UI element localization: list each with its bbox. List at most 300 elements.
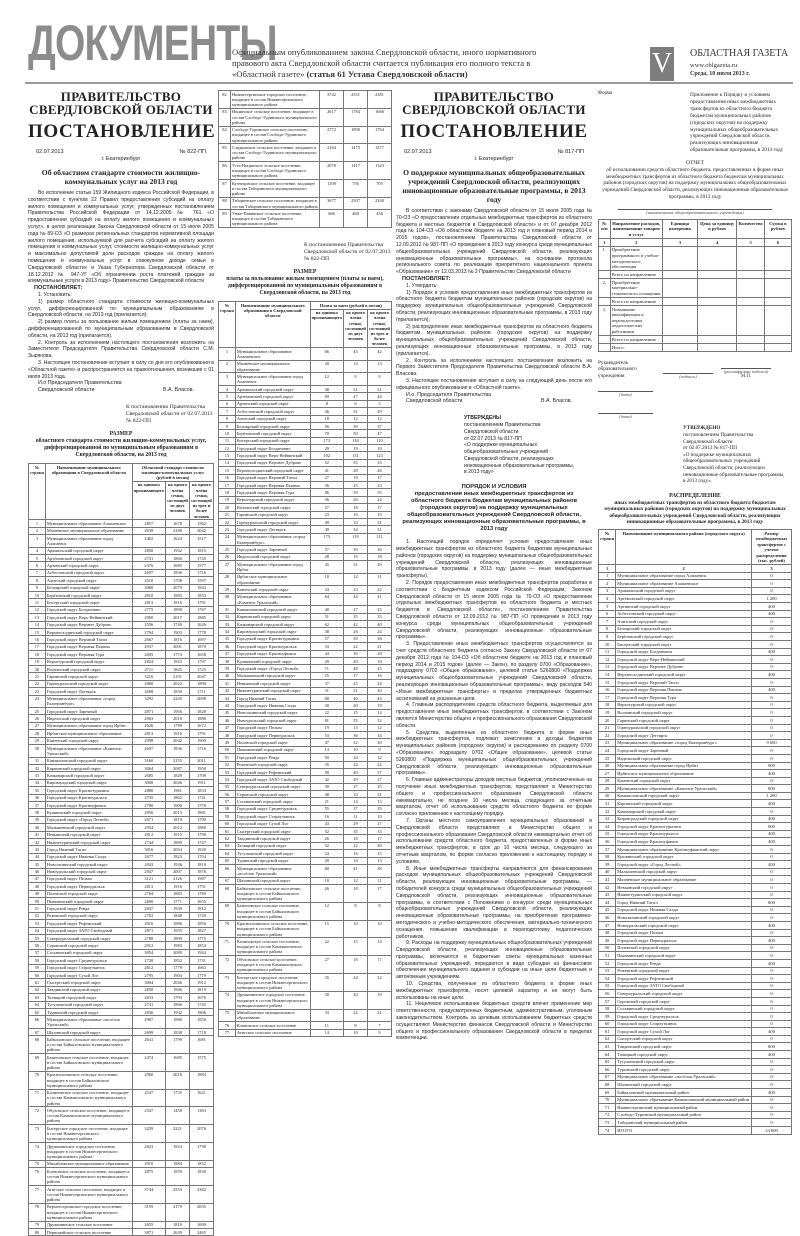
table-row — [29, 577, 214, 584]
row-value: 2382 — [190, 1186, 214, 1204]
row-value: 1815 — [190, 547, 214, 554]
row-value: 1876 — [190, 868, 214, 875]
row-name: Городской округ Рефтинский — [235, 768, 310, 775]
table-row — [219, 393, 392, 400]
row-name: Муниципальное образование «посёлок Уральский» — [45, 1016, 132, 1029]
row-number: 52 — [219, 761, 236, 768]
row-value: 1890 — [344, 126, 368, 144]
row-name: Калиновское сельское поселение, входящее в состав Камышловского муниципального района — [235, 938, 310, 956]
row-value: 48 — [344, 665, 368, 672]
row-name: Невьянский городской округ — [616, 884, 752, 892]
row-value: 2956 — [132, 809, 165, 816]
row-value: 1836 — [166, 569, 190, 576]
row-value: 1775 — [190, 935, 214, 942]
row-value: 2633 — [132, 994, 165, 1001]
row-name: Сысертский городской округ — [235, 828, 310, 835]
row-value: 2836 — [132, 1008, 165, 1015]
table-row — [219, 586, 392, 593]
report-table — [598, 219, 792, 352]
table-row — [29, 949, 214, 956]
row-name: Городской округ Верхний Тагил — [616, 678, 752, 686]
row-number: 39 — [219, 665, 236, 672]
row-value: 2507 — [344, 197, 368, 210]
row-value: 22 — [368, 973, 392, 991]
table-row — [599, 800, 792, 808]
table-row — [599, 815, 792, 823]
row-number: 50 — [29, 898, 46, 905]
table-row — [599, 1073, 792, 1081]
row-number: 6 — [219, 400, 236, 407]
row-name: Слободо-Туринское сельское поселение, входящее в состав Слободо-Туринского муниципального района — [231, 126, 320, 144]
row-number: 54 — [599, 975, 616, 983]
approval-label: УТВЕРЖДЕНЫ — [464, 415, 501, 422]
row-value: 15 — [368, 850, 392, 857]
row-value: 19 — [344, 553, 368, 560]
row-value: 30 — [344, 650, 368, 657]
row-number: 84 — [219, 126, 231, 144]
table-row — [29, 715, 214, 722]
row-name: Муниципальное образование «город Екатеринбург» — [235, 533, 310, 546]
row-name: Ивдельский городской округ — [45, 715, 132, 722]
row-number: 67 — [219, 877, 236, 884]
row-name: Каменский городской округ — [616, 777, 752, 785]
row-value: 0 — [752, 641, 792, 649]
table-row — [599, 298, 792, 306]
row-name: Всего по направлению — [610, 336, 662, 344]
row-name: Городской округ Пелым — [45, 875, 132, 882]
table-row — [219, 842, 392, 849]
row-name: Каменский городской округ — [45, 737, 132, 744]
row-value: 0 — [752, 716, 792, 724]
row-number: 26 — [599, 762, 616, 770]
empty-cell — [764, 271, 791, 279]
row-name: Волчанский городской округ — [616, 709, 752, 717]
table-row — [219, 489, 392, 496]
row-value: 0 — [752, 884, 792, 892]
distribution-subtitle: иных межбюджетных трансфертов из областного бюджета бюджетам муниципальных районов (городских округов) на поддержку муниципальных общеобразовательных учреждений Свердловской области, реализующих инновационные образовательные программы, в 2013 году — [604, 499, 786, 526]
row-value: 0 — [752, 1058, 792, 1066]
row-value: 1774 — [166, 651, 190, 658]
decree-body — [28, 190, 214, 380]
table-row — [599, 921, 792, 929]
row-number: 47 — [219, 724, 236, 731]
row-value: 1830 — [190, 1168, 214, 1186]
table-row — [599, 1005, 792, 1013]
table-row — [219, 672, 392, 679]
table-row — [599, 1058, 792, 1066]
housing-standard-table-continued — [218, 90, 392, 228]
row-value: 2937 — [132, 643, 165, 650]
col-number: 2 — [610, 239, 662, 247]
row-value: 17 — [368, 835, 392, 842]
row-value: 400 — [752, 959, 792, 967]
row-value: 16 — [310, 813, 343, 820]
paragraph: 1. Настоящий порядок определяет условия предоставления иных межбюджетных трансфертов из областного бюджета бюджетам муниципальных районов (городских округов) на поддержку муниципальных общеобразовательных учреждений Свердловской области, реализующих инновационные образовательные программы, в 2013 году (далее — иные межбюджетные трансферты). — [396, 539, 592, 580]
row-name: Пышминский городской округ — [616, 952, 752, 960]
row-name: Городской округ Верхняя Пышма — [45, 643, 132, 650]
row-value: 1725 — [190, 665, 214, 672]
row-value: 0 — [752, 997, 792, 1005]
row-value: 1829 — [166, 772, 190, 779]
table-row — [219, 805, 392, 812]
row-value: 56 — [310, 422, 343, 429]
row-value: 1838 — [166, 1028, 190, 1035]
row-number: 1 — [219, 348, 236, 361]
row-value: 24 — [310, 850, 343, 857]
row-name: Карпинский городской округ — [616, 800, 752, 808]
row-value: 800 — [752, 899, 792, 907]
table-row — [219, 754, 392, 761]
col-number: 5 — [737, 239, 764, 247]
row-value: 1904 — [166, 971, 190, 978]
table-row — [29, 1203, 214, 1221]
row-name: Городской округ ЗАТО Свободный — [45, 927, 132, 934]
row-value: 800 — [752, 762, 792, 770]
row-name: Муниципальное образование Камышловский муниципальный район — [616, 1096, 752, 1104]
section-title: ДОКУМЕНТЫ — [28, 15, 277, 71]
table-row — [29, 1036, 214, 1054]
row-value: 42 — [368, 348, 392, 361]
row-value: 2022 — [166, 680, 190, 687]
row-value: 41 — [368, 593, 392, 606]
page-logo-icon: V — [651, 48, 673, 79]
row-value: 2963 — [132, 715, 165, 722]
row-value: 2012 — [166, 824, 190, 831]
row-name: Новоуральский городской округ — [235, 717, 310, 724]
row-value: 3000 — [132, 779, 165, 786]
row-name: Обуховское сельское поселение, входящее в состав Камышловского муниципального района — [45, 1107, 132, 1125]
empty-cell — [737, 246, 764, 271]
row-name: Гаринский городской округ — [45, 673, 132, 680]
row-value: 15 — [344, 709, 368, 716]
row-value: 2179 — [166, 1203, 190, 1221]
row-value: 2042 — [190, 527, 214, 534]
row-value: 20 — [310, 857, 343, 864]
row-value: 2076 — [190, 1125, 214, 1143]
row-number: 35 — [599, 830, 616, 838]
row-value: 1806 — [190, 1008, 214, 1015]
row-value: 2054 — [166, 846, 190, 853]
row-name: Городской округ Краснотурьинск — [616, 823, 752, 831]
row-value: 400 — [752, 648, 792, 656]
row-value: 2600 — [132, 898, 165, 905]
row-value: 1517 — [190, 535, 214, 548]
row-name: Городской округ «Город Лесной» — [45, 816, 132, 823]
row-value: 43 — [310, 820, 343, 827]
row-name: Асбестовский городской округ — [235, 408, 310, 415]
row-name: Гаринский городской округ — [616, 716, 752, 724]
row-number: 23 — [29, 688, 46, 695]
paragraph: 4. Главным распорядителем средств областного бюджета, выделяемых для предоставления иных межбюджетных трансфертов, в соответствии с Законом является Министерство общего и профессионального образования Свердловской области. — [396, 702, 592, 729]
row-value: 1827 — [190, 927, 214, 934]
table-row — [599, 1013, 792, 1021]
row-value: 9 — [368, 746, 392, 753]
row-value: 2221 — [166, 1125, 190, 1143]
row-value: 1987 — [190, 875, 214, 882]
table-row — [29, 1028, 214, 1035]
row-number: 25 — [29, 708, 46, 715]
row-number: 64 — [219, 850, 236, 857]
row-number: 24 — [599, 747, 616, 755]
row-name: Сысертский городской округ — [616, 1035, 752, 1043]
table-row — [599, 724, 792, 732]
row-value: 1791 — [190, 883, 214, 890]
row-number: 7 — [29, 569, 46, 576]
row-value: 60 — [310, 864, 343, 877]
row-name: Ирбитское муниципальное образование — [616, 770, 752, 778]
table-row — [29, 868, 214, 875]
row-number: 65 — [599, 1058, 616, 1066]
row-value: 30 — [310, 702, 343, 709]
row-name: Волчанский городской округ — [235, 504, 310, 511]
row-number: 5 — [219, 393, 236, 400]
row-number: 54 — [29, 927, 46, 934]
row-value: 27 — [344, 606, 368, 613]
row-value: 2098 — [190, 695, 214, 708]
signer-title: И.о. Председателя Правительства — [406, 391, 492, 398]
row-value: 3677 — [320, 197, 344, 210]
row-value: 2813 — [132, 730, 165, 737]
row-value: 2007 — [166, 868, 190, 875]
table-row — [29, 722, 214, 729]
table-row — [599, 967, 792, 975]
table-row — [29, 1143, 214, 1161]
row-value: 2617 — [320, 108, 344, 126]
table-row — [219, 643, 392, 650]
row-name: Ачитский городской округ — [45, 577, 132, 584]
table-row — [599, 641, 792, 649]
row-value: 1577 — [190, 562, 214, 569]
row-value: 17 — [368, 956, 392, 974]
row-value: 20 — [344, 991, 368, 1009]
row-number: 70 — [29, 1071, 46, 1089]
row-value: 26 — [310, 884, 343, 902]
table-row — [219, 687, 392, 694]
row-name: Бисертское городское поселение, входящее в состав Нижнесергинского муниципального района — [235, 973, 310, 991]
row-number: 38 — [599, 853, 616, 861]
table-row — [29, 745, 214, 758]
empty-cell — [764, 246, 791, 271]
row-name: Кушвинский городской округ — [235, 658, 310, 665]
row-value: 3054 — [132, 949, 165, 956]
row-value: 0 — [752, 929, 792, 937]
row-value: 1852 — [166, 957, 190, 964]
table-row — [599, 1089, 792, 1097]
row-value: 1915 — [166, 831, 190, 838]
row-value: 1833 — [190, 787, 214, 794]
table-row — [29, 730, 214, 737]
row-value: 686 — [320, 210, 344, 228]
row-name: Городской округ Дегтярск — [235, 526, 310, 533]
row-number: 18 — [29, 651, 46, 658]
row-number: 42 — [599, 884, 616, 892]
row-value: 2476 — [132, 562, 165, 569]
row-value: 14 — [368, 709, 392, 716]
row-value: 0 — [752, 1073, 792, 1081]
row-value: 2011 — [190, 757, 214, 764]
row-name: Городской округ Красноуфимск — [616, 838, 752, 846]
row-number: 58 — [599, 1005, 616, 1013]
table-row — [219, 702, 392, 709]
distribution-table — [598, 529, 792, 1134]
table-row — [219, 761, 392, 768]
row-value: 2764 — [132, 890, 165, 897]
paragraph: ПОСТАНОВЛЯЕТ: — [402, 275, 451, 282]
row-value: 3871 — [132, 1229, 165, 1236]
row-name: Туринский городской округ — [616, 1066, 752, 1074]
row-value: 2871 — [132, 927, 165, 934]
row-value: 42 — [344, 621, 368, 628]
row-name: Усть-Ницинское сельское поселение, входящее в состав Слободо-Туринского муниципального района — [231, 162, 320, 180]
row-value: 3064 — [132, 765, 165, 772]
row-value: 1793 — [166, 994, 190, 1001]
table-row — [599, 694, 792, 702]
row-value: 31 — [368, 526, 392, 533]
table-row — [219, 91, 392, 109]
row-value: 1740 — [166, 621, 190, 628]
row-value: 53 — [310, 731, 343, 738]
row-value: 0 — [752, 1013, 792, 1021]
row-number: 26 — [29, 715, 46, 722]
row-number: 85 — [219, 144, 231, 162]
row-number: 4 — [599, 595, 616, 603]
row-value: 1853 — [190, 592, 214, 599]
row-value: 1676 — [190, 994, 214, 1001]
row-value: 22 — [368, 586, 392, 593]
table-row — [219, 864, 392, 877]
paragraph: 6. Главные администраторы доходов местных бюджетов, уполномоченные на получение иных межбюджетных трансфертов, представляют в Министерство общего и профессионального образования Свердловской области ежеквартально, не позднее 10 числа месяца, следующего за отчетным кварталом, отчет об использовании средств областного бюджета по форме согласно приложению к настоящему порядку. — [396, 777, 592, 818]
row-value: 26 — [344, 496, 368, 503]
row-value: 400 — [752, 838, 792, 846]
row-value: 2794 — [132, 628, 165, 635]
report-subtitle: об использовании средств областного бюджета, предоставленных в форме иных межбюджетных трансфертов из областного бюджета бюджетам муниципальных районов (городских округов) на поддержку муниципальных общеобразовательных учреждений Свердловской области, реализующих инновационные образовательные программы, в 2013 году — [602, 167, 788, 200]
table-row — [29, 920, 214, 927]
row-name: ИТОГО — [616, 1127, 752, 1135]
table-row — [219, 511, 392, 518]
row-value: 400 — [752, 861, 792, 869]
row-value: 27 — [368, 776, 392, 783]
row-number: 61 — [219, 828, 236, 835]
row-number: 55 — [219, 783, 236, 790]
row-value: 21 — [310, 798, 343, 805]
row-number: 33 — [219, 621, 236, 628]
row-name: Городской округ Верхняя Тура — [235, 489, 310, 496]
row-name: Городской округ Первоуральск — [45, 883, 132, 890]
row-number: 13 — [599, 663, 616, 671]
row-name: Ивдельский городской округ — [616, 754, 752, 762]
row-value: 11 — [368, 877, 392, 884]
row-value: 2042 — [166, 737, 190, 744]
row-value: 17 — [368, 884, 392, 902]
row-value: 25 — [310, 672, 343, 679]
row-value: 34 — [344, 526, 368, 533]
row-value: 1690 — [190, 1221, 214, 1228]
table-row — [599, 732, 792, 740]
row-value: 2078 — [320, 162, 344, 180]
row-number: 13 — [219, 452, 236, 459]
row-number: 63 — [219, 842, 236, 849]
table-row — [599, 777, 792, 785]
row-name: Серовский городской округ — [235, 791, 310, 798]
table-row — [219, 546, 392, 553]
row-value: 2788 — [132, 935, 165, 942]
table-row — [599, 739, 792, 747]
row-value: 1845 — [166, 665, 190, 672]
row-name: Байкаловское сельское поселение, входящее в состав Байкаловского муниципального района — [45, 1036, 132, 1054]
table-row — [29, 1160, 214, 1167]
row-value: 2245 — [166, 695, 190, 708]
empty-cell — [698, 246, 737, 271]
row-number: 35 — [29, 787, 46, 794]
row-value: 1840 — [166, 912, 190, 919]
row-number: 73 — [29, 1125, 46, 1143]
paragraph: 1. Установить: — [38, 291, 72, 298]
table-row — [599, 595, 792, 603]
row-value: 0 — [752, 754, 792, 762]
row-name: Тавдинский городской округ — [616, 1043, 752, 1051]
row-value: 1658 — [190, 651, 214, 658]
table-row — [29, 628, 214, 635]
table-row — [599, 603, 792, 611]
table-row — [29, 1168, 214, 1186]
row-number: 27 — [599, 770, 616, 778]
row-name: Городской округ Верх-Нейвинский — [616, 656, 752, 664]
row-value: 0 — [752, 1119, 792, 1127]
row-number: 32 — [599, 808, 616, 816]
row-value: 25 — [344, 680, 368, 687]
table-row — [599, 701, 792, 709]
row-name: Городской округ Верхний Тагил — [235, 474, 310, 481]
row-name: Городской округ Ревда — [616, 959, 752, 967]
row-value: 1959 — [166, 1168, 190, 1186]
row-number: 50 — [219, 746, 236, 753]
row-value: 8 — [344, 1022, 368, 1029]
row-value: 1916 — [166, 599, 190, 606]
row-value: 0 — [752, 580, 792, 588]
row-name: Дружининское городское поселение, входящее в состав Нижнесергинского муниципального района — [235, 991, 310, 1009]
row-value: 3292 — [132, 695, 165, 708]
row-number: 75 — [29, 1160, 46, 1167]
row-value: 1672 — [190, 722, 214, 729]
table-row — [219, 635, 392, 642]
row-name: Артинский городской округ — [235, 400, 310, 407]
row-value: 18 — [344, 835, 368, 842]
row-value: 1936 — [166, 861, 190, 868]
row-value: 36 — [368, 546, 392, 553]
row-value: 40 — [310, 606, 343, 613]
row-name: Талицкий городской округ — [616, 1051, 752, 1059]
row-number: 55 — [599, 982, 616, 990]
issue-date: Среда, 10 июля 2013 г. — [690, 71, 750, 77]
approval-line: «О поддержке муниципальных общеобразовательных учреждений Свердловской области, реализующих инновационные образовательные программы, в 2013 году» — [464, 442, 575, 476]
row-value: 1866 — [166, 555, 190, 562]
row-value: 33 — [344, 518, 368, 525]
newspaper-url[interactable]: www.oblgazeta.ru — [690, 62, 738, 69]
table-row — [29, 547, 214, 554]
row-value: 1363 — [190, 1107, 214, 1125]
row-name: Городской округ Первоуральск — [616, 937, 752, 945]
col-number: 3 — [662, 239, 697, 247]
row-name: Атигское сельское поселение, входящее в состав Нижнесергинского муниципального района — [45, 1186, 132, 1204]
row-value: 0 — [752, 694, 792, 702]
row-value: 0 — [752, 747, 792, 755]
row-name: Нижнетуринский городской округ — [235, 687, 310, 694]
paragraph: 1. Утвердить: — [406, 282, 438, 289]
row-value: 21 — [344, 687, 368, 694]
row-value: 13 — [368, 857, 392, 864]
row-name: Городской округ Богданович — [616, 648, 752, 656]
row-value: 2677 — [132, 853, 165, 860]
